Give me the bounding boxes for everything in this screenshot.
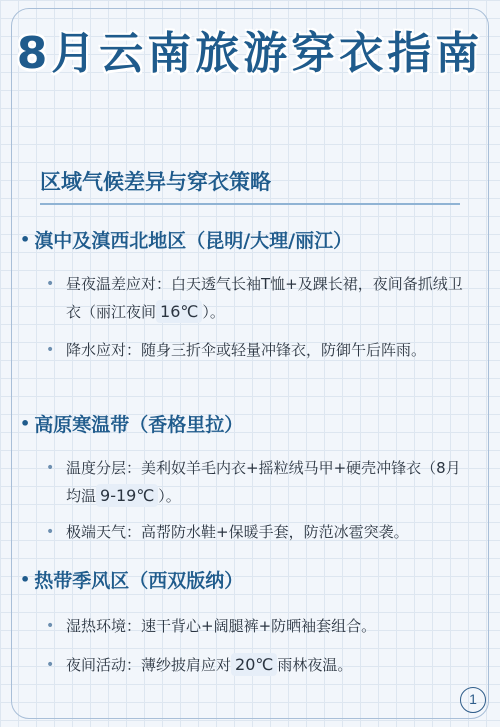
bullet-dot-icon: • bbox=[20, 570, 31, 589]
bullet-dot-icon: • bbox=[20, 414, 31, 433]
list-item: • 极端天气：高帮防水鞋+保暖手套，防范冰雹突袭。 bbox=[66, 518, 466, 546]
bullet-icon: • bbox=[46, 460, 55, 476]
region-heading-tropical: • 热带季风区（西双版纳） bbox=[20, 570, 244, 592]
highlight-value: 9-19℃ bbox=[96, 484, 158, 507]
bullet-icon: • bbox=[46, 342, 55, 358]
list-item: • 湿热环境：速干背心+阔腿裤+防晒袖套组合。 bbox=[66, 612, 466, 640]
page-number: 1 bbox=[460, 687, 486, 713]
list-item: • 昼夜温差应对：白天透气长袖T恤+及踝长裙，夜间备抓绒卫衣（丽江夜间 16℃ ）。 bbox=[66, 270, 466, 326]
highlight-value: 20℃ bbox=[231, 653, 277, 676]
bullet-icon: • bbox=[46, 618, 55, 634]
bullet-dot-icon: • bbox=[20, 230, 31, 249]
bullet-icon: • bbox=[46, 524, 55, 540]
page-title: 8月云南旅游穿衣指南 bbox=[16, 28, 484, 79]
bullet-icon: • bbox=[46, 276, 55, 292]
bullet-icon: • bbox=[46, 657, 55, 673]
region-heading-central-northwest: • 滇中及滇西北地区（昆明/大理/丽江） bbox=[20, 230, 353, 252]
list-item: • 降水应对：随身三折伞或轻量冲锋衣，防御午后阵雨。 bbox=[66, 336, 466, 364]
section-heading: 区域气候差异与穿衣策略 bbox=[40, 170, 271, 194]
list-item: • 温度分层：美利奴羊毛内衣+摇粒绒马甲+硬壳冲锋衣（8月均温 9-19℃ ）。 bbox=[66, 454, 466, 510]
section-divider bbox=[40, 203, 460, 205]
region-heading-plateau: • 高原寒温带（香格里拉） bbox=[20, 414, 244, 436]
highlight-value: 16℃ bbox=[156, 300, 202, 323]
list-item: • 夜间活动：薄纱披肩应对 20℃ 雨林夜温。 bbox=[66, 651, 466, 679]
